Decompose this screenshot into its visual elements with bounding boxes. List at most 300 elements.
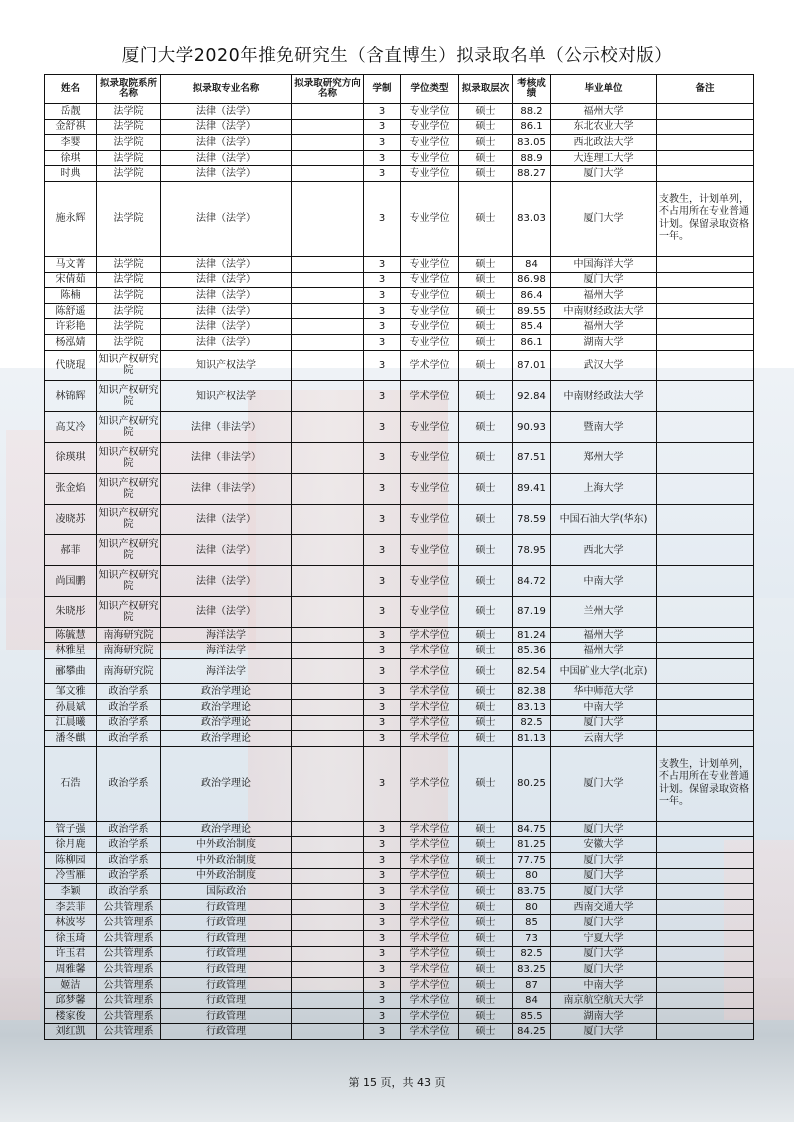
cell-degree: 专业学位	[401, 596, 459, 627]
cell-dept: 南海研究院	[97, 627, 161, 643]
cell-degree: 专业学位	[401, 104, 459, 120]
cell-school: 华中师范大学	[551, 684, 657, 700]
cell-school: 大连理工大学	[551, 150, 657, 166]
cell-years: 3	[364, 334, 401, 350]
cell-school: 厦门大学	[551, 915, 657, 931]
page-number: 第 15 页，共 43 页	[348, 1076, 446, 1089]
cell-dept: 知识产权研究院	[97, 535, 161, 566]
table-row	[45, 535, 754, 566]
cell-school: 厦门大学	[551, 1024, 657, 1040]
cell-level: 硕士	[459, 684, 513, 700]
cell-school: 厦门大学	[551, 272, 657, 288]
cell-score: 73	[513, 930, 551, 946]
cell-degree: 专业学位	[401, 334, 459, 350]
cell-major: 法律（法学）	[161, 181, 292, 256]
cell-direction	[292, 412, 364, 443]
cell-score: 84.25	[513, 1024, 551, 1040]
table-body	[45, 104, 754, 1040]
cell-degree: 学术学位	[401, 627, 459, 643]
cell-major: 行政管理	[161, 946, 292, 962]
cell-years: 3	[364, 473, 401, 504]
cell-school: 中南财经政法大学	[551, 303, 657, 319]
cell-years: 3	[364, 150, 401, 166]
cell-years: 3	[364, 104, 401, 120]
cell-dept: 政治学系	[97, 852, 161, 868]
table-row	[45, 731, 754, 747]
cell-score: 81.24	[513, 627, 551, 643]
cell-degree: 学术学位	[401, 915, 459, 931]
cell-level: 硕士	[459, 272, 513, 288]
cell-major: 行政管理	[161, 899, 292, 915]
cell-score: 85.36	[513, 643, 551, 659]
cell-direction	[292, 535, 364, 566]
cell-degree: 专业学位	[401, 412, 459, 443]
cell-major: 法律（非法学）	[161, 473, 292, 504]
cell-name: 姬洁	[45, 977, 97, 993]
cell-major: 法律（非法学）	[161, 412, 292, 443]
cell-dept: 政治学系	[97, 821, 161, 837]
cell-dept: 公共管理系	[97, 1024, 161, 1040]
cell-degree: 专业学位	[401, 119, 459, 135]
cell-major: 国际政治	[161, 884, 292, 900]
cell-level: 硕士	[459, 899, 513, 915]
cell-level: 硕士	[459, 658, 513, 684]
cell-level: 硕士	[459, 135, 513, 151]
cell-name: 陈毓慧	[45, 627, 97, 643]
cell-level: 硕士	[459, 868, 513, 884]
cell-direction	[292, 946, 364, 962]
cell-school: 兰州大学	[551, 596, 657, 627]
cell-name: 林波岑	[45, 915, 97, 931]
cell-name: 凌晓苏	[45, 504, 97, 535]
cell-degree: 专业学位	[401, 150, 459, 166]
cell-years: 3	[364, 852, 401, 868]
cell-direction	[292, 119, 364, 135]
cell-score: 83.05	[513, 135, 551, 151]
cell-note	[657, 837, 754, 853]
cell-dept: 知识产权研究院	[97, 381, 161, 412]
cell-note	[657, 1024, 754, 1040]
cell-level: 硕士	[459, 473, 513, 504]
cell-major: 法律（法学）	[161, 535, 292, 566]
cell-years: 3	[364, 899, 401, 915]
cell-direction	[292, 256, 364, 272]
cell-years: 3	[364, 1024, 401, 1040]
cell-degree: 学术学位	[401, 993, 459, 1009]
cell-school: 厦门大学	[551, 715, 657, 731]
cell-name: 杨泓婧	[45, 334, 97, 350]
cell-direction	[292, 699, 364, 715]
cell-note	[657, 977, 754, 993]
cell-name: 岳靓	[45, 104, 97, 120]
cell-dept: 法学院	[97, 272, 161, 288]
cell-level: 硕士	[459, 412, 513, 443]
table-row	[45, 288, 754, 304]
cell-school: 中南大学	[551, 977, 657, 993]
cell-note	[657, 643, 754, 659]
table-row	[45, 684, 754, 700]
cell-degree: 学术学位	[401, 962, 459, 978]
cell-level: 硕士	[459, 643, 513, 659]
table-row	[45, 852, 754, 868]
header-name: 姓名	[45, 75, 97, 104]
cell-name: 邱梦馨	[45, 993, 97, 1009]
table-row	[45, 915, 754, 931]
cell-score: 92.84	[513, 381, 551, 412]
cell-years: 3	[364, 627, 401, 643]
cell-level: 硕士	[459, 504, 513, 535]
cell-major: 中外政治制度	[161, 868, 292, 884]
cell-major: 知识产权法学	[161, 381, 292, 412]
cell-direction	[292, 684, 364, 700]
cell-dept: 南海研究院	[97, 643, 161, 659]
cell-score: 84.75	[513, 821, 551, 837]
table-row	[45, 442, 754, 473]
table-row	[45, 504, 754, 535]
cell-degree: 学术学位	[401, 837, 459, 853]
table-row	[45, 899, 754, 915]
cell-degree: 专业学位	[401, 303, 459, 319]
cell-school: 福州大学	[551, 319, 657, 335]
cell-note	[657, 962, 754, 978]
cell-note	[657, 256, 754, 272]
cell-school: 中南大学	[551, 566, 657, 597]
cell-school: 南京航空航天大学	[551, 993, 657, 1009]
table-row	[45, 962, 754, 978]
cell-years: 3	[364, 699, 401, 715]
cell-dept: 政治学系	[97, 715, 161, 731]
cell-level: 硕士	[459, 837, 513, 853]
cell-dept: 知识产权研究院	[97, 412, 161, 443]
cell-name: 林雅星	[45, 643, 97, 659]
cell-direction	[292, 977, 364, 993]
cell-school: 安徽大学	[551, 837, 657, 853]
cell-dept: 知识产权研究院	[97, 350, 161, 381]
cell-note: 支教生，计划单列，不占用所在专业普通计划。保留录取资格一年。	[657, 746, 754, 821]
cell-score: 89.41	[513, 473, 551, 504]
cell-score: 89.55	[513, 303, 551, 319]
cell-years: 3	[364, 412, 401, 443]
cell-degree: 专业学位	[401, 504, 459, 535]
cell-direction	[292, 993, 364, 1009]
cell-dept: 政治学系	[97, 746, 161, 821]
cell-score: 86.98	[513, 272, 551, 288]
cell-note	[657, 884, 754, 900]
table-row	[45, 837, 754, 853]
table-row	[45, 334, 754, 350]
cell-degree: 学术学位	[401, 381, 459, 412]
cell-direction	[292, 135, 364, 151]
cell-note	[657, 684, 754, 700]
cell-direction	[292, 627, 364, 643]
cell-score: 87.01	[513, 350, 551, 381]
cell-direction	[292, 821, 364, 837]
cell-major: 法律（法学）	[161, 119, 292, 135]
cell-score: 81.13	[513, 731, 551, 747]
cell-major: 政治学理论	[161, 746, 292, 821]
cell-direction	[292, 350, 364, 381]
table-row	[45, 272, 754, 288]
cell-note	[657, 1008, 754, 1024]
cell-note	[657, 119, 754, 135]
cell-note	[657, 868, 754, 884]
cell-level: 硕士	[459, 731, 513, 747]
table-row	[45, 412, 754, 443]
cell-major: 政治学理论	[161, 731, 292, 747]
cell-school: 厦门大学	[551, 884, 657, 900]
cell-dept: 政治学系	[97, 837, 161, 853]
cell-major: 法律（法学）	[161, 596, 292, 627]
cell-level: 硕士	[459, 1024, 513, 1040]
table-row	[45, 473, 754, 504]
cell-name: 李颖	[45, 884, 97, 900]
cell-direction	[292, 334, 364, 350]
table-row	[45, 181, 754, 256]
cell-school: 上海大学	[551, 473, 657, 504]
cell-school: 厦门大学	[551, 166, 657, 182]
cell-direction	[292, 837, 364, 853]
cell-school: 厦门大学	[551, 868, 657, 884]
cell-direction	[292, 731, 364, 747]
table-row	[45, 596, 754, 627]
cell-direction	[292, 899, 364, 915]
cell-score: 85	[513, 915, 551, 931]
cell-name: 周雅馨	[45, 962, 97, 978]
cell-dept: 法学院	[97, 119, 161, 135]
cell-direction	[292, 104, 364, 120]
cell-degree: 学术学位	[401, 643, 459, 659]
cell-dept: 公共管理系	[97, 946, 161, 962]
cell-dept: 法学院	[97, 319, 161, 335]
cell-name: 时典	[45, 166, 97, 182]
cell-direction	[292, 868, 364, 884]
cell-school: 中国海洋大学	[551, 256, 657, 272]
cell-level: 硕士	[459, 930, 513, 946]
cell-major: 政治学理论	[161, 821, 292, 837]
cell-direction	[292, 746, 364, 821]
cell-note	[657, 319, 754, 335]
cell-direction	[292, 473, 364, 504]
cell-note	[657, 381, 754, 412]
cell-dept: 政治学系	[97, 699, 161, 715]
cell-major: 行政管理	[161, 962, 292, 978]
cell-school: 福州大学	[551, 288, 657, 304]
cell-score: 77.75	[513, 852, 551, 868]
table-row	[45, 643, 754, 659]
cell-dept: 公共管理系	[97, 1008, 161, 1024]
cell-direction	[292, 166, 364, 182]
cell-major: 法律（非法学）	[161, 442, 292, 473]
cell-level: 硕士	[459, 746, 513, 821]
table-row	[45, 350, 754, 381]
cell-school: 中国石油大学(华东)	[551, 504, 657, 535]
cell-direction	[292, 852, 364, 868]
cell-major: 法律（法学）	[161, 104, 292, 120]
cell-direction	[292, 715, 364, 731]
cell-degree: 学术学位	[401, 821, 459, 837]
cell-name: 刘红凯	[45, 1024, 97, 1040]
cell-note	[657, 930, 754, 946]
cell-school: 厦门大学	[551, 852, 657, 868]
cell-name: 邹文雅	[45, 684, 97, 700]
cell-school: 武汉大学	[551, 350, 657, 381]
cell-years: 3	[364, 1008, 401, 1024]
cell-years: 3	[364, 821, 401, 837]
cell-score: 82.38	[513, 684, 551, 700]
cell-years: 3	[364, 596, 401, 627]
cell-direction	[292, 962, 364, 978]
table-row	[45, 135, 754, 151]
cell-note	[657, 993, 754, 1009]
cell-dept: 法学院	[97, 303, 161, 319]
cell-school: 西北政法大学	[551, 135, 657, 151]
header-level: 拟录取层次	[459, 75, 513, 104]
cell-degree: 学术学位	[401, 699, 459, 715]
cell-name: 徐琪	[45, 150, 97, 166]
cell-school: 厦门大学	[551, 821, 657, 837]
cell-level: 硕士	[459, 627, 513, 643]
cell-note	[657, 658, 754, 684]
table-row	[45, 699, 754, 715]
cell-level: 硕士	[459, 104, 513, 120]
cell-major: 海洋法学	[161, 643, 292, 659]
cell-note	[657, 699, 754, 715]
cell-school: 福州大学	[551, 643, 657, 659]
cell-score: 80.25	[513, 746, 551, 821]
cell-name: 管子强	[45, 821, 97, 837]
table-row	[45, 993, 754, 1009]
table-row	[45, 319, 754, 335]
cell-years: 3	[364, 993, 401, 1009]
cell-dept: 知识产权研究院	[97, 442, 161, 473]
cell-major: 海洋法学	[161, 658, 292, 684]
cell-major: 行政管理	[161, 1008, 292, 1024]
cell-dept: 知识产权研究院	[97, 473, 161, 504]
cell-level: 硕士	[459, 381, 513, 412]
cell-years: 3	[364, 381, 401, 412]
cell-name: 陈柳园	[45, 852, 97, 868]
table-row	[45, 1008, 754, 1024]
cell-years: 3	[364, 319, 401, 335]
cell-note	[657, 473, 754, 504]
cell-years: 3	[364, 350, 401, 381]
cell-name: 陈舒遥	[45, 303, 97, 319]
cell-degree: 学术学位	[401, 746, 459, 821]
cell-degree: 专业学位	[401, 473, 459, 504]
cell-note	[657, 135, 754, 151]
document-title: 厦门大学2020年推免研究生（含直博生）拟录取名单（公示校对版）	[121, 46, 673, 66]
cell-score: 83.13	[513, 699, 551, 715]
cell-name: 金舒祺	[45, 119, 97, 135]
cell-level: 硕士	[459, 166, 513, 182]
table-row	[45, 166, 754, 182]
cell-note: 支教生，计划单列，不占用所在专业普通计划。保留录取资格一年。	[657, 181, 754, 256]
cell-degree: 学术学位	[401, 1008, 459, 1024]
cell-direction	[292, 504, 364, 535]
cell-degree: 专业学位	[401, 442, 459, 473]
cell-major: 法律（法学）	[161, 303, 292, 319]
cell-direction	[292, 381, 364, 412]
header-score: 考核成绩	[513, 75, 551, 104]
header-school: 毕业单位	[551, 75, 657, 104]
table-row	[45, 104, 754, 120]
cell-dept: 公共管理系	[97, 930, 161, 946]
cell-score: 84	[513, 256, 551, 272]
cell-dept: 知识产权研究院	[97, 566, 161, 597]
cell-degree: 学术学位	[401, 852, 459, 868]
cell-direction	[292, 658, 364, 684]
cell-level: 硕士	[459, 119, 513, 135]
cell-name: 李芸菲	[45, 899, 97, 915]
cell-score: 83.25	[513, 962, 551, 978]
cell-note	[657, 915, 754, 931]
cell-note	[657, 350, 754, 381]
cell-years: 3	[364, 288, 401, 304]
cell-school: 西南交通大学	[551, 899, 657, 915]
cell-note	[657, 899, 754, 915]
cell-years: 3	[364, 868, 401, 884]
cell-note	[657, 334, 754, 350]
cell-years: 3	[364, 566, 401, 597]
cell-degree: 学术学位	[401, 899, 459, 915]
cell-dept: 法学院	[97, 166, 161, 182]
cell-school: 中南大学	[551, 699, 657, 715]
cell-years: 3	[364, 884, 401, 900]
cell-name: 孙晨斌	[45, 699, 97, 715]
cell-direction	[292, 150, 364, 166]
cell-level: 硕士	[459, 596, 513, 627]
cell-school: 中国矿业大学(北京)	[551, 658, 657, 684]
cell-note	[657, 166, 754, 182]
cell-dept: 公共管理系	[97, 915, 161, 931]
cell-direction	[292, 884, 364, 900]
cell-name: 李婴	[45, 135, 97, 151]
header-years: 学制	[364, 75, 401, 104]
cell-name: 许玉君	[45, 946, 97, 962]
cell-name: 徐月鹿	[45, 837, 97, 853]
cell-years: 3	[364, 684, 401, 700]
table-row	[45, 946, 754, 962]
cell-school: 湖南大学	[551, 1008, 657, 1024]
table-row	[45, 303, 754, 319]
cell-dept: 政治学系	[97, 731, 161, 747]
cell-score: 86.4	[513, 288, 551, 304]
header-dept: 拟录取院系所名称	[97, 75, 161, 104]
cell-note	[657, 566, 754, 597]
cell-score: 87	[513, 977, 551, 993]
cell-name: 陈楠	[45, 288, 97, 304]
table-row	[45, 119, 754, 135]
cell-years: 3	[364, 977, 401, 993]
cell-level: 硕士	[459, 884, 513, 900]
table-row	[45, 715, 754, 731]
cell-level: 硕士	[459, 319, 513, 335]
cell-level: 硕士	[459, 535, 513, 566]
cell-school: 宁夏大学	[551, 930, 657, 946]
cell-level: 硕士	[459, 915, 513, 931]
cell-score: 82.54	[513, 658, 551, 684]
cell-degree: 专业学位	[401, 272, 459, 288]
cell-name: 徐瑛琪	[45, 442, 97, 473]
cell-major: 知识产权法学	[161, 350, 292, 381]
table-row	[45, 627, 754, 643]
cell-score: 83.03	[513, 181, 551, 256]
cell-school: 西北大学	[551, 535, 657, 566]
cell-direction	[292, 288, 364, 304]
cell-dept: 法学院	[97, 150, 161, 166]
cell-degree: 学术学位	[401, 658, 459, 684]
cell-degree: 学术学位	[401, 946, 459, 962]
